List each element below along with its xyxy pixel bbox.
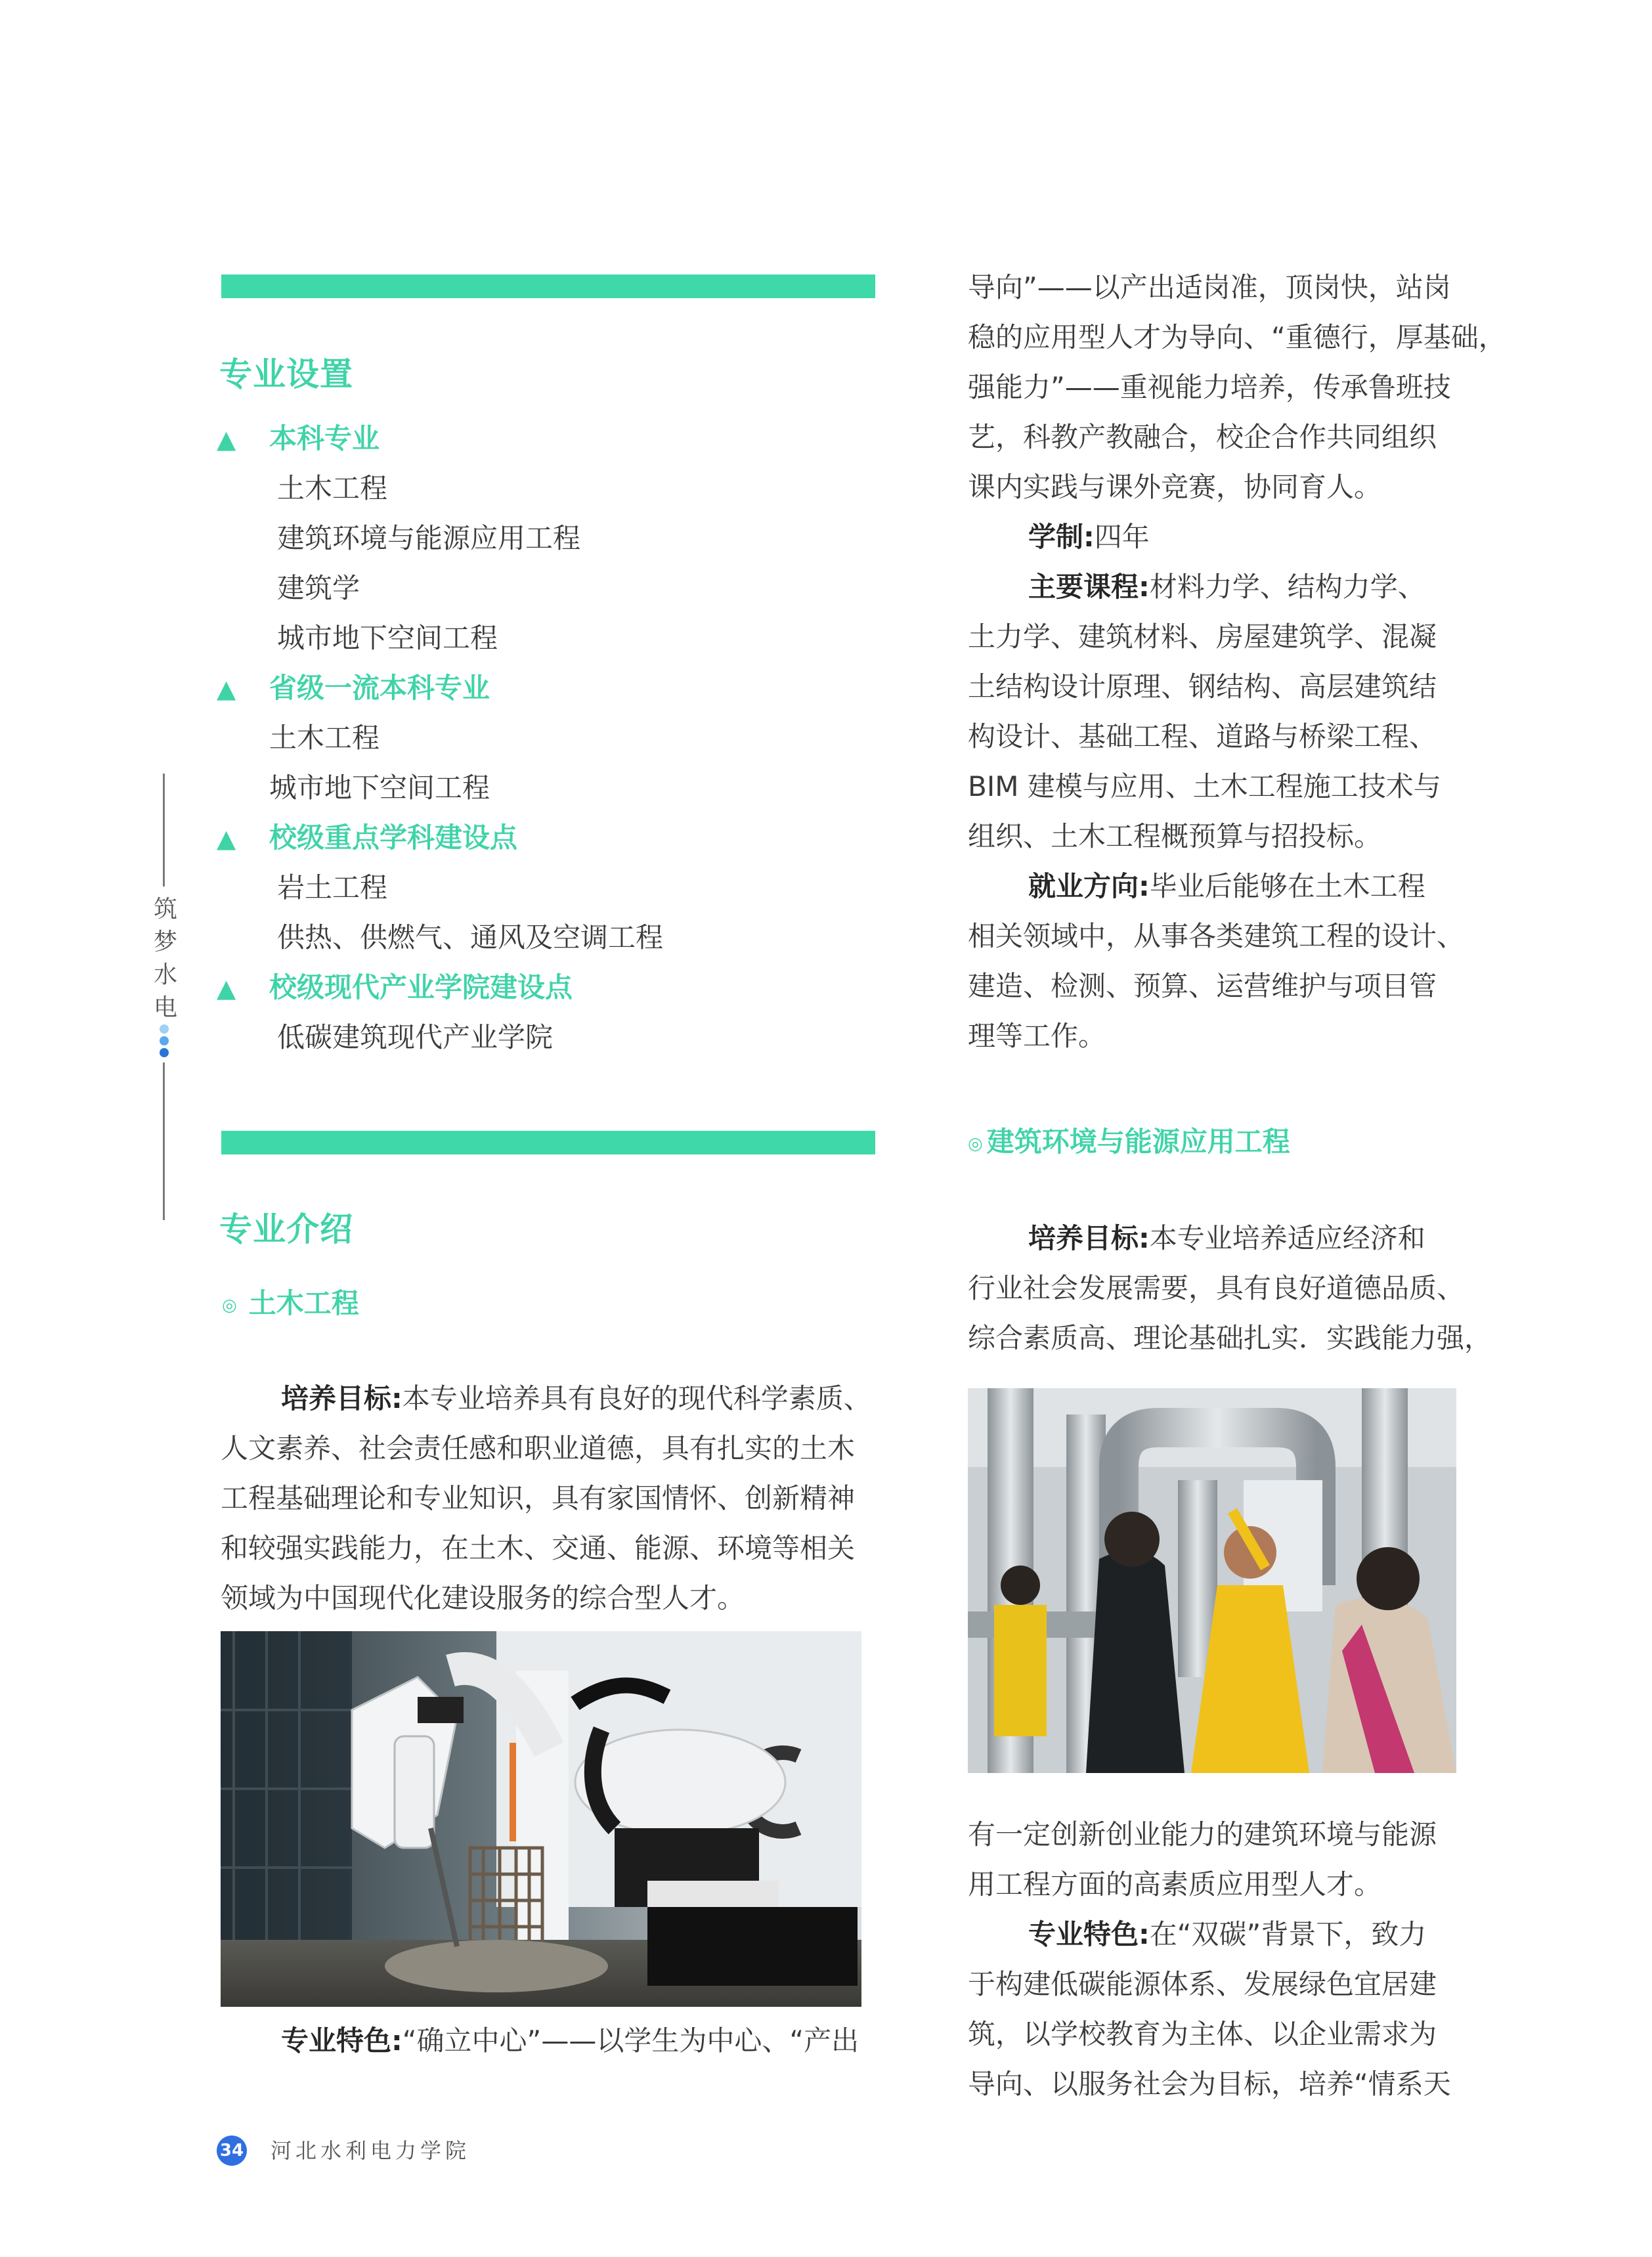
list-item: 城市地下空间工程 [269, 772, 490, 804]
hvac-goal-continued: 有一定创新创业能力的建筑环境与能源 用工程方面的高素质应用型人才。 专业特色:在“双碳”背景下，致力 于构建低碳能源体系、发展绿色宜居建 筑，以学校教育为主体、以企业需求为 导向、以服务社会为目标，培养“情系天 [968, 1810, 1467, 2109]
feature-label: 专业特色: [1028, 1918, 1150, 1950]
text-line: 有一定创新创业能力的建筑环境与能源 [968, 1818, 1437, 1851]
text-line: 和较强实践能力，在土木、交通、能源、环境等相关 [221, 1532, 856, 1564]
feature-label: 专业特色: [281, 2025, 402, 2057]
page-number-badge: 34 [217, 2136, 247, 2166]
list-item: 建筑学 [277, 572, 360, 604]
list-item: 低碳建筑现代产业学院 [277, 1021, 554, 1053]
side-dot-icon [160, 1024, 169, 1034]
triangle-icon: ▲ [217, 425, 236, 454]
triangle-icon: ▲ [217, 974, 236, 1003]
ring-bullet-icon: ◎ [222, 1295, 237, 1315]
text-line: 领域为中国现代化建设服务的综合型人才。 [221, 1582, 745, 1614]
text-line: 相关领域中，从事各类建筑工程的设计、 [968, 920, 1465, 952]
category-provincial: ▲ 省级一流本科专业 [217, 663, 873, 713]
list-item: 土木工程 [277, 472, 388, 504]
text-line: 土结构设计原理、钢结构、高层建筑结 [968, 670, 1437, 703]
triangle-icon: ▲ [217, 824, 236, 853]
text-line: 导向”——以产出适岗准，顶岗快，站岗 [968, 271, 1451, 303]
civil-goal-paragraph: 培养目标:本专业培养具有良好的现代科学素质、 人文素养、社会责任感和职业道德，具有扎实的土木 工程基础理论和专业知识，具有家国情怀、创新精神 和较强实践能力，在土木、交通、能源、环境等相关 领域为中国现代化建设服务的综合型人才。 [221, 1374, 877, 1623]
hvac-goal-paragraph: 培养目标:本专业培养适应经济和 行业社会发展需要，具有良好道德品质、 综合素质高、理论基础扎实．实践能力强， [968, 1214, 1467, 1363]
civil-heading: ◎ 土木工程 [222, 1287, 359, 1319]
goal-label: 培养目标: [281, 1382, 402, 1414]
major-list [217, 414, 873, 1063]
text-line: 建造、检测、预算、运营维护与项目管 [968, 970, 1437, 1002]
courses-label: 主要课程: [1028, 571, 1150, 603]
category-undergrad: ▲ 本科专业 [217, 414, 873, 464]
goal-label: 培养目标: [1028, 1222, 1150, 1254]
text-line: 行业社会发展需要，具有良好道德品质、 [968, 1272, 1465, 1304]
side-dot-icon [160, 1048, 169, 1057]
text-line: 导向、以服务社会为目标，培养“情系天 [968, 2068, 1451, 2100]
triangle-icon: ▲ [217, 674, 236, 703]
side-label [152, 893, 179, 1024]
side-dot-icon [160, 1036, 169, 1045]
civil-feature-continued: 导向”——以产出适岗准，顶岗快，站岗 稳的应用型人才为导向、“重德行，厚基础， 强能力”——重视能力培养，传承鲁班技 艺，科教产教融合，校企合作共同组织 课内实践与课外竞赛，协同育人。 学制:四年 主要课程:材料力学、结构力学、 土力学、建筑材料、房屋建筑学、混凝 土结构设计原理、钢结构、高层建筑结 构设计、基础工程、道路与桥梁工程、 BIM 建模与应用、土木工程施工技术与 组织、土木工程概预算与招投标。 就业方向:毕业后能够在土木工程 相关领域中，从事各类建筑工程的设计、 建造、检测、预算、运营维护与项目管 理等工作。 [968, 263, 1467, 1061]
intro-header-bar [221, 1131, 875, 1154]
text-line: 筑，以学校教育为主体、以企业需求为 [968, 2018, 1437, 2050]
side-divider-bottom [163, 1063, 165, 1220]
school-name: 河北水利电力学院 [271, 2138, 471, 2163]
settings-header-bar [221, 274, 875, 298]
text-line: 理等工作。 [968, 1020, 1106, 1052]
list-item: 土木工程 [269, 722, 380, 754]
career-label: 就业方向: [1028, 870, 1150, 902]
text-line: 土力学、建筑材料、房屋建筑学、混凝 [968, 621, 1437, 653]
text-line: 组织、土木工程概预算与招投标。 [968, 820, 1382, 852]
text-line: 艺，科教产教融合，校企合作共同组织 [968, 421, 1437, 453]
list-item: 建筑环境与能源应用工程 [277, 522, 581, 554]
settings-title: 专业设置 [219, 355, 353, 393]
list-item: 供热、供燃气、通风及空调工程 [277, 921, 664, 953]
text-line: 课内实践与课外竞赛，协同育人。 [968, 471, 1382, 503]
hvac-training-photo [968, 1388, 1456, 1773]
hvac-heading: ◎ 建筑环境与能源应用工程 [968, 1126, 1290, 1158]
text-line: 构设计、基础工程、道路与桥梁工程、 [968, 720, 1437, 753]
side-label-char: 梦 [153, 929, 177, 955]
robot-printing-photo [221, 1631, 861, 2007]
text-line: 工程基础理论和专业知识，具有家国情怀、创新精神 [221, 1482, 856, 1514]
category-key-discipline: ▲ 校级重点学科建设点 [217, 813, 873, 863]
side-label-char: 筑 [153, 896, 177, 923]
text-line: 综合素质高、理论基础扎实．实践能力强， [968, 1322, 1492, 1354]
text-line: 稳的应用型人才为导向、“重德行，厚基础， [968, 321, 1506, 353]
list-item: 岩土工程 [277, 871, 388, 904]
text-line: BIM 建模与应用、土木工程施工技术与 [968, 770, 1441, 802]
category-industry-college: ▲ 校级现代产业学院建设点 [217, 963, 873, 1013]
text-line: 于构建低碳能源体系、发展绿色宜居建 [968, 1968, 1437, 2000]
duration-label: 学制: [1028, 521, 1095, 553]
text-line: 用工程方面的高素质应用型人才。 [968, 1868, 1382, 1900]
intro-title: 专业介绍 [219, 1210, 353, 1248]
civil-feature-line: 专业特色:“确立中心”——以学生为中心、“产出 [281, 2025, 859, 2057]
side-label-char: 水 [153, 961, 177, 988]
ring-bullet-icon: ◎ [968, 1133, 983, 1154]
text-line: 强能力”——重视能力培养，传承鲁班技 [968, 371, 1451, 403]
side-label-char: 电 [153, 994, 177, 1021]
side-divider-top [163, 774, 165, 887]
list-item: 城市地下空间工程 [277, 622, 498, 654]
text-line: 人文素养、社会责任感和职业道德，具有扎实的土木 [221, 1432, 856, 1464]
